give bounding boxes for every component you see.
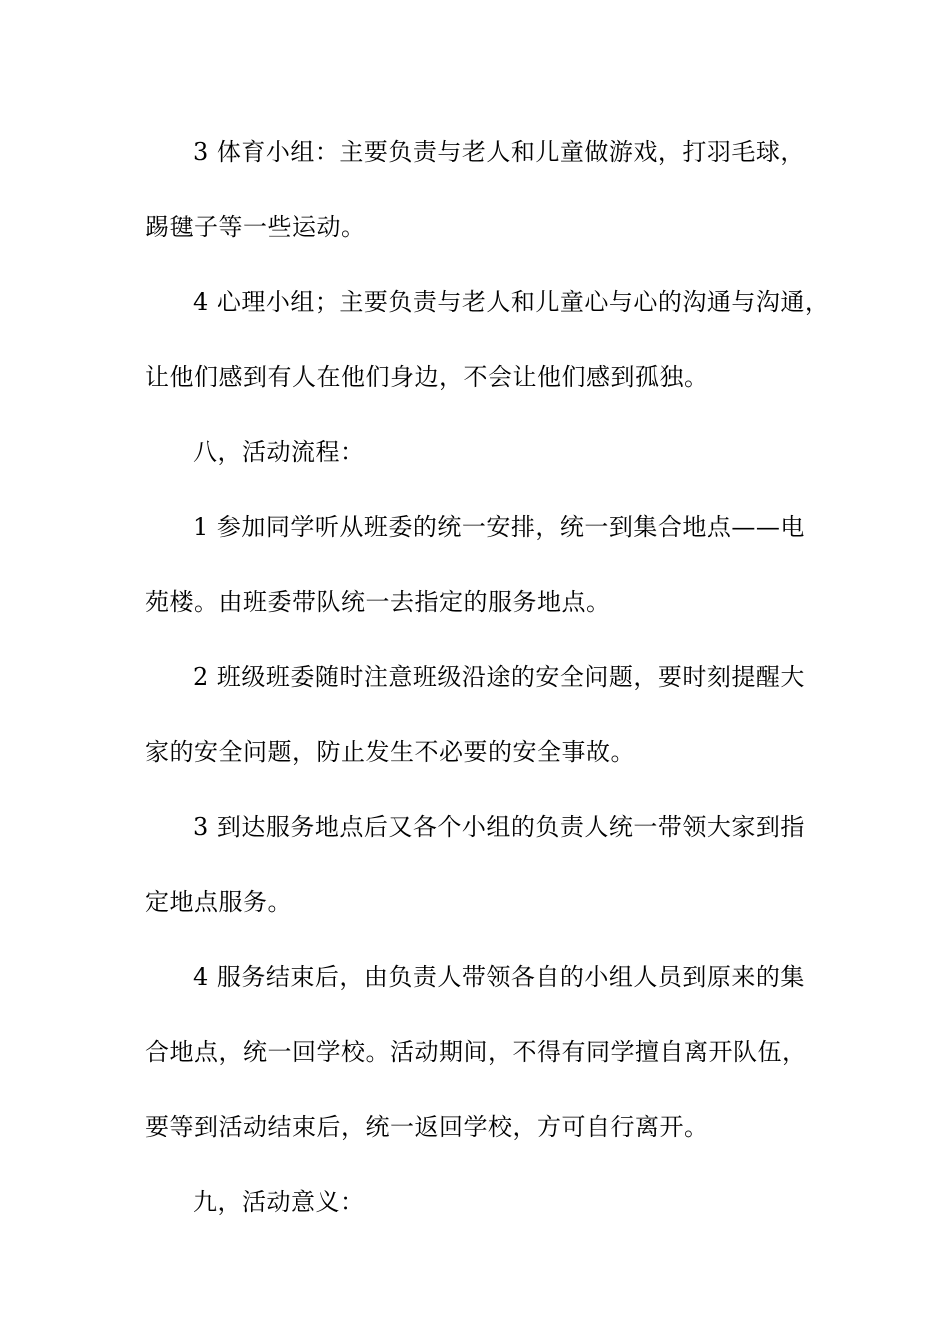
paragraph-line: 苑楼。由班委带队统一去指定的服务地点。 xyxy=(145,588,611,616)
section-heading: 八，活动流程： xyxy=(193,438,365,466)
paragraph-line: 让他们感到有人在他们身边，不会让他们感到孤独。 xyxy=(145,363,709,391)
paragraph-line: 1 参加同学听从班委的统一安排，统一到集合地点——电 xyxy=(193,513,805,541)
paragraph-line: 4 服务结束后，由负责人带领各自的小组人员到原来的集 xyxy=(193,963,805,991)
paragraph-line: 家的安全问题，防止发生不必要的安全事故。 xyxy=(145,738,635,766)
paragraph-line: 3 到达服务地点后又各个小组的负责人统一带领大家到指 xyxy=(193,813,805,841)
paragraph-line: 踢毽子等一些运动。 xyxy=(145,213,366,241)
section-heading: 九，活动意义： xyxy=(193,1188,365,1216)
paragraph-line: 3 体育小组：主要负责与老人和儿童做游戏，打羽毛球， xyxy=(193,138,805,166)
paragraph-line: 合地点，统一回学校。活动期间，不得有同学擅自离开队伍， xyxy=(145,1038,807,1066)
paragraph-line: 2 班级班委随时注意班级沿途的安全问题，要时刻提醒大 xyxy=(193,663,805,691)
paragraph-line: 要等到活动结束后，统一返回学校，方可自行离开。 xyxy=(145,1113,709,1141)
paragraph-line: 定地点服务。 xyxy=(145,888,292,916)
paragraph-line: 4 心理小组；主要负责与老人和儿童心与心的沟通与沟通， xyxy=(193,288,830,316)
